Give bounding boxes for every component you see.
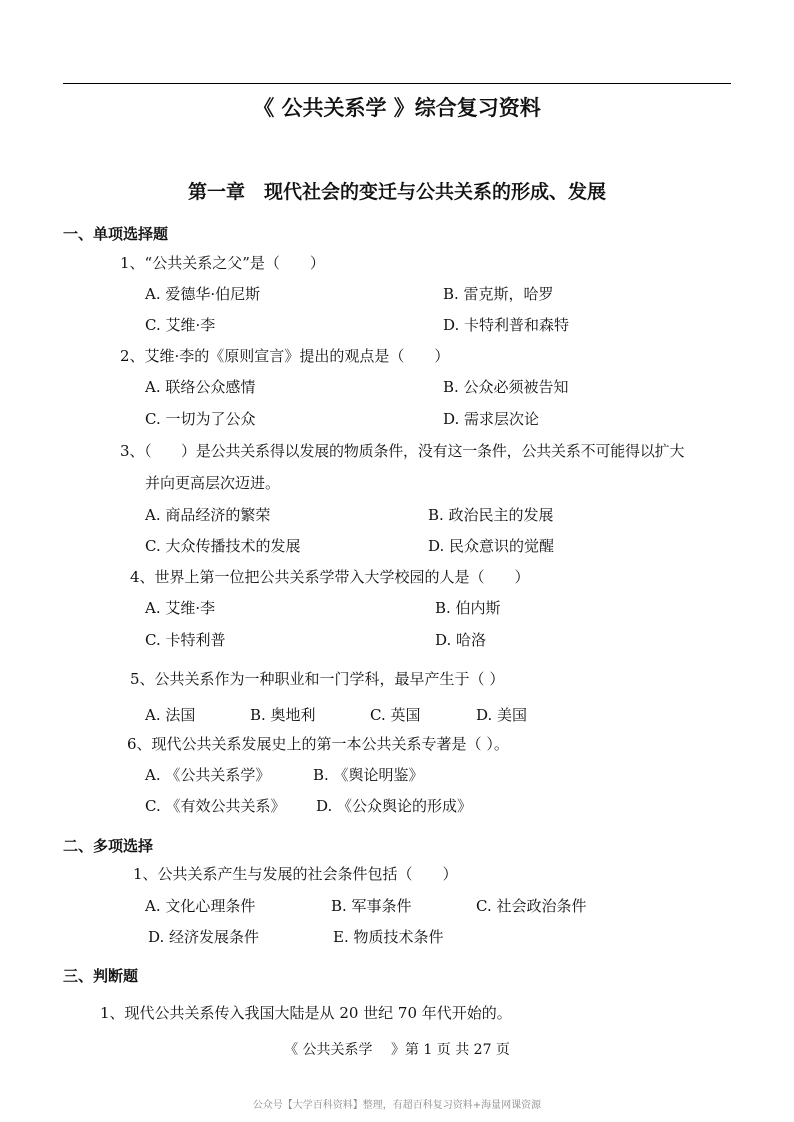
question-continued: 并向更高层次迈进。 (145, 474, 281, 492)
option: B. 政治民主的发展 (428, 506, 554, 524)
option: D. 民众意识的觉醒 (428, 537, 555, 555)
option: A. 联络公众感情 (145, 378, 256, 396)
option: C. 一切为了公众 (145, 410, 256, 428)
option: A. 文化心理条件 (145, 897, 256, 915)
watermark: 公众号【大学百科资料】整理，有超百科复习资料+海量网课资源 (252, 1100, 542, 1111)
question: 6、现代公共关系发展史上的第一本公共关系专著是（ ）。 (127, 735, 509, 753)
question: 1、现代公共关系传入我国大陆是从 20 世纪 70 年代开始的。 (100, 1004, 512, 1022)
header-rule (63, 83, 731, 84)
option: B. 军事条件 (331, 897, 412, 915)
option: C. 艾维·李 (145, 316, 216, 334)
option: D. 卡特利普和森特 (443, 316, 570, 334)
option: D. 《公众舆论的形成》 (316, 797, 473, 815)
option: D. 需求层次论 (443, 410, 540, 428)
option: C. 大众传播技术的发展 (145, 537, 301, 555)
option: B. 奥地利 (250, 706, 316, 724)
section-heading: 一、单项选择题 (63, 225, 169, 243)
option: A. 艾维·李 (145, 599, 216, 617)
option: B. 雷克斯，哈罗 (443, 285, 554, 303)
document-title: 《 公共关系学 》综合复习资料 (253, 96, 541, 120)
option: A. 爱德华·伯尼斯 (145, 285, 261, 303)
option: C. 英国 (370, 706, 421, 724)
question: 1、“公共关系之父”是（ ） (120, 254, 325, 272)
option: D. 哈洛 (435, 631, 487, 649)
option: B. 《舆论明鉴》 (313, 766, 424, 784)
page-footer: 《 公共关系学 》第 1 页 共 27 页 (284, 1042, 510, 1058)
option: E. 物质技术条件 (333, 928, 444, 946)
option: C. 社会政治条件 (476, 897, 587, 915)
question: 4、世界上第一位把公共关系学带入大学校园的人是（ ） (130, 568, 530, 586)
question: 5、公共关系作为一种职业和一门学科，最早产生于（ ） (130, 670, 505, 688)
option: A. 《公共关系学》 (145, 766, 271, 784)
section-heading: 三、判断题 (63, 967, 139, 985)
option: A. 商品经济的繁荣 (145, 506, 271, 524)
option: C. 卡特利普 (145, 631, 226, 649)
option: A. 法国 (145, 706, 196, 724)
question: 1、公共关系产生与发展的社会条件包括（ ） (133, 865, 458, 883)
question: 2、艾维·李的《原则宣言》提出的观点是（ ） (120, 347, 450, 365)
option: C. 《有效公共关系》 (145, 797, 286, 815)
option: B. 伯内斯 (435, 599, 501, 617)
chapter-title: 第一章 现代社会的变迁与公共关系的形成、发展 (187, 181, 606, 203)
section-heading: 二、多项选择 (63, 837, 154, 855)
option: D. 经济发展条件 (148, 928, 260, 946)
option: D. 美国 (476, 706, 528, 724)
question: 3、（ ）是公共关系得以发展的物质条件，没有这一条件，公共关系不可能得以扩大 (120, 442, 685, 460)
option: B. 公众必须被告知 (443, 378, 569, 396)
